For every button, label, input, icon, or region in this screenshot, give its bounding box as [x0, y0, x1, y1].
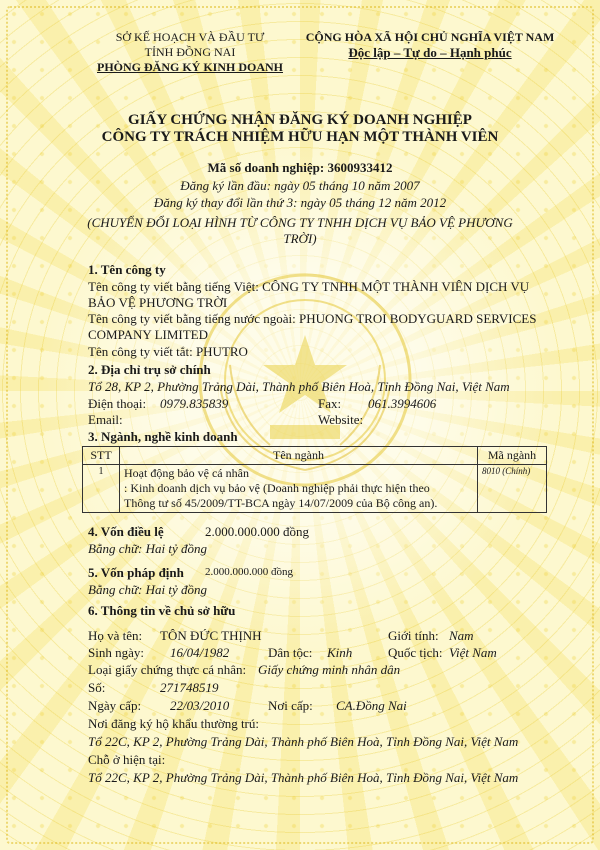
residence-value: Tổ 22C, KP 2, Phường Trảng Dài, Thành phố Biên Hoà, Tỉnh Đồng Nai, Việt Nam — [88, 734, 519, 749]
row-name-line1: Hoạt động bảo vệ cá nhân — [124, 466, 249, 480]
conversion-note-line2: TRỜI) — [283, 231, 317, 246]
section6-heading: 6. Thông tin về chủ sở hữu — [88, 603, 236, 618]
certificate-subtitle: CÔNG TY TRÁCH NHIỆM HỮU HẠN MỘT THÀNH VIÊN — [101, 129, 499, 145]
table-header-row — [83, 447, 547, 465]
dob-label: Sinh ngày: — [88, 645, 144, 660]
nationality-value: Việt Nam — [449, 645, 497, 660]
phone-label: Điện thoại: — [88, 396, 147, 411]
column-header-code: Mã ngành — [478, 447, 547, 465]
agency-line2: TỈNH ĐỒNG NAI — [144, 45, 236, 59]
national-title: CỘNG HÒA XÃ HỘI CHỦ NGHĨA VIỆT NAM — [305, 30, 555, 44]
section4-heading: 4. Vốn điều lệ — [88, 524, 164, 539]
conversion-note-line1: (CHUYỂN ĐỔI LOẠI HÌNH TỪ CÔNG TY TNHH DỊCH VỤ BẢO VỆ PHƯƠNG — [87, 215, 513, 230]
issue-place-label: Nơi cấp: — [268, 698, 313, 713]
company-name-vn-line1: Tên công ty viết bằng tiếng Việt: CÔNG TY TNHH MỘT THÀNH VIÊN DỊCH VỤ — [88, 279, 530, 294]
id-type-value: Giấy chứng minh nhân dân — [258, 662, 401, 677]
ethnic-label: Dân tộc: — [268, 645, 313, 660]
row-name-line2: : Kinh doanh dịch vụ bảo vệ (Doanh nghiệp phải thực hiện theo — [124, 481, 430, 495]
section1-heading: 1. Tên công ty — [88, 262, 166, 277]
current-residence-label: Chỗ ở hiện tại: — [88, 752, 166, 767]
business-lines-table — [82, 446, 547, 513]
fax-label: Fax: — [318, 396, 342, 411]
website-label: Website: — [318, 412, 364, 427]
company-name-foreign-line1: Tên công ty viết bằng tiếng nước ngoài: PHUONG TROI BODYGUARD SERVICES — [88, 311, 537, 326]
table-row — [83, 465, 547, 513]
row-code: 8010 (Chính) — [478, 465, 547, 513]
phone-value: 0979.835839 — [160, 396, 229, 411]
fax-value: 061.3994606 — [368, 396, 437, 411]
company-short-name: Tên công ty viết tắt: PHUTRO — [88, 344, 248, 359]
id-type-label: Loại giấy chứng thực cá nhân: — [88, 662, 247, 677]
owner-name-label: Họ và tên: — [88, 628, 143, 643]
nationality-label: Quốc tịch: — [388, 645, 443, 660]
section5-heading: 5. Vốn pháp định — [88, 565, 184, 580]
tax-code: Mã số doanh nghiệp: 3600933412 — [207, 160, 393, 175]
charter-capital-words: Bằng chữ: Hai tỷ đồng — [88, 541, 208, 556]
change-registration: Đăng ký thay đổi lần thứ 3: ngày 05 tháng 12 năm 2012 — [153, 195, 447, 210]
row-name-line3: Thông tư số 45/2009/TT-BCA ngày 14/07/2009 của Bộ công an). — [124, 496, 438, 510]
gender-value: Nam — [449, 628, 474, 643]
agency-line1: SỞ KẾ HOẠCH VÀ ĐẦU TƯ — [115, 30, 265, 44]
issue-date-value: 22/03/2010 — [170, 698, 230, 713]
column-header-stt: STT — [83, 447, 120, 465]
legal-capital-value: 2.000.000.000 đồng — [205, 566, 293, 578]
dob-value: 16/04/1982 — [170, 645, 230, 660]
gender-label: Giới tính: — [388, 628, 439, 643]
owner-name-value: TÔN ĐỨC THỊNH — [160, 628, 262, 643]
id-number-label: Số: — [88, 680, 106, 695]
charter-capital-value: 2.000.000.000 đồng — [205, 524, 309, 539]
certificate-title: GIẤY CHỨNG NHẬN ĐĂNG KÝ DOANH NGHIỆP — [128, 112, 472, 128]
column-header-name: Tên ngành — [120, 447, 478, 465]
national-motto: Độc lập – Tự do – Hạnh phúc — [348, 45, 512, 60]
company-name-vn-line2: BẢO VỆ PHƯƠNG TRỜI — [88, 295, 228, 310]
issue-place-value: CA.Đồng Nai — [336, 698, 407, 713]
issue-date-label: Ngày cấp: — [88, 698, 142, 713]
section2-heading: 2. Địa chỉ trụ sở chính — [88, 362, 211, 377]
current-residence-value: Tổ 22C, KP 2, Phường Trảng Dài, Thành phố Biên Hoà, Tỉnh Đồng Nai, Việt Nam — [88, 770, 519, 785]
first-registration: Đăng ký lần đầu: ngày 05 tháng 10 năm 2007 — [180, 178, 420, 193]
email-label: Email: — [88, 412, 123, 427]
row-business-name — [120, 465, 478, 513]
row-stt: 1 — [83, 465, 120, 513]
company-name-foreign-line2: COMPANY LIMITED — [88, 327, 209, 342]
legal-capital-words: Bằng chữ: Hai tỷ đồng — [88, 582, 208, 597]
ethnic-value: Kinh — [327, 645, 353, 660]
head-office-address: Tổ 28, KP 2, Phường Trảng Dài, Thành phố Biên Hoà, Tỉnh Đồng Nai, Việt Nam — [88, 379, 510, 394]
residence-label: Nơi đăng ký hộ khẩu thường trú: — [88, 716, 259, 731]
agency-line3: PHÒNG ĐĂNG KÝ KINH DOANH — [97, 60, 283, 74]
id-number-value: 271748519 — [160, 680, 219, 695]
section3-heading: 3. Ngành, nghề kinh doanh — [88, 429, 238, 444]
